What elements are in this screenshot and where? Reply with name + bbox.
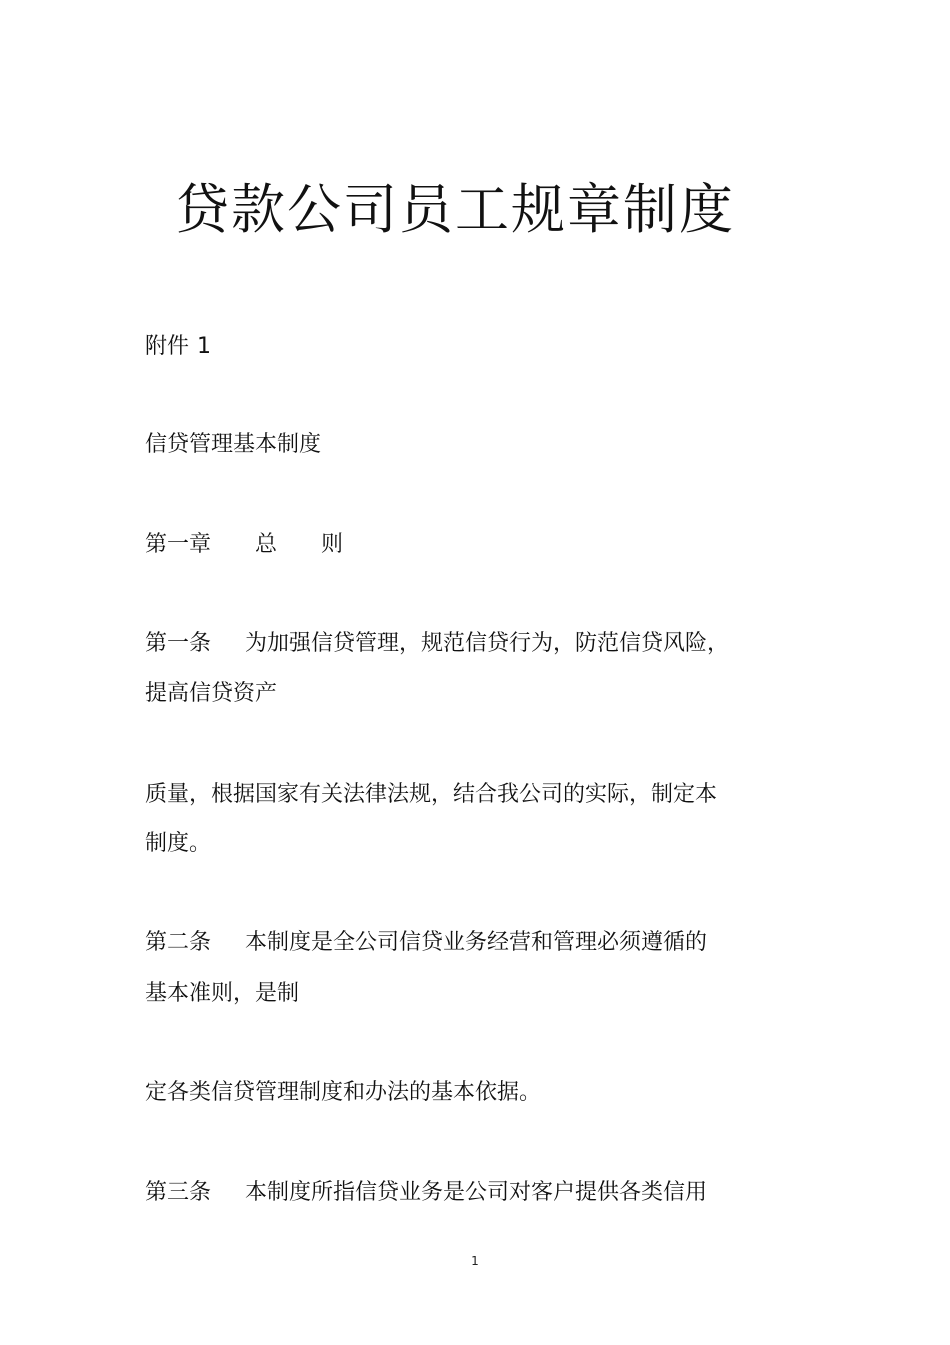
attachment-label-line	[145, 332, 211, 362]
page-number: 1	[471, 1254, 479, 1268]
article-1-line-3: 质量，根据国家有关法律法规，结合我公司的实际，制定本	[145, 782, 718, 807]
section-title: 信贷管理基本制度	[145, 432, 322, 457]
chapter-number: 第一章	[145, 532, 212, 557]
attachment-number: 1	[197, 334, 212, 359]
article-label: 第三条	[145, 1180, 212, 1205]
article-2-line-1	[145, 928, 707, 958]
article-1-line-4: 制度。	[145, 831, 212, 856]
article-text: 本制度所指信贷业务是公司对客户提供各类信用	[245, 1180, 708, 1205]
chapter-name-part1: 总	[255, 532, 278, 557]
chapter-heading	[145, 530, 343, 560]
attachment-label: 附件	[145, 334, 190, 359]
chapter-name-part2: 则	[321, 532, 344, 557]
article-1-line-1	[145, 629, 729, 659]
document-title: 贷款公司员工规章制度	[175, 178, 735, 241]
article-3-line-1	[145, 1178, 707, 1208]
article-1-line-2: 提高信贷资产	[145, 681, 278, 706]
article-label: 第二条	[145, 930, 212, 955]
article-2-line-2: 基本准则，是制	[145, 981, 300, 1006]
article-2-line-3: 定各类信贷管理制度和办法的基本依据。	[145, 1080, 542, 1105]
article-text: 本制度是全公司信贷业务经营和管理必须遵循的	[245, 930, 708, 955]
article-text: 为加强信贷管理，规范信贷行为，防范信贷风险，	[245, 631, 730, 656]
article-label: 第一条	[145, 631, 212, 656]
